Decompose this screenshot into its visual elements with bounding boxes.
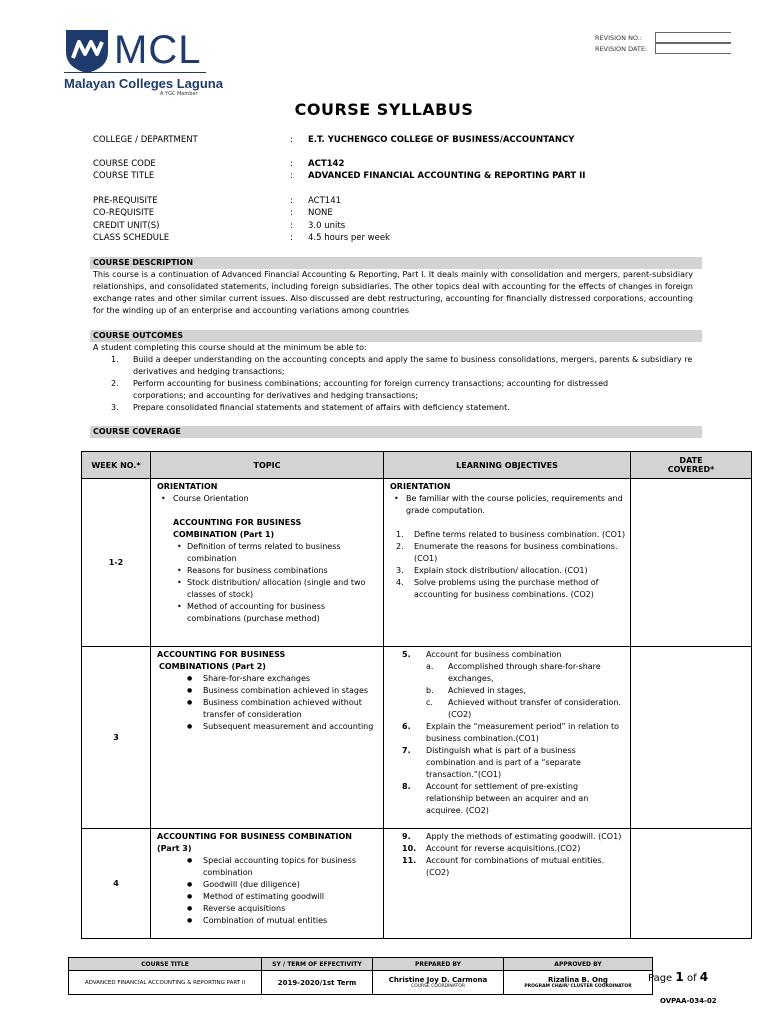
revision-no-field — [655, 32, 731, 43]
course-outcomes-heading: COURSE OUTCOMES — [90, 330, 702, 342]
objectives-cell: 5. Account for business combination a. Accomplished through share-for-share exchanges, b. Achieved in stages, c. Achieved without transfer of consideration.(CO2) 6. Explain the “measurement period” in relation to business combination.(CO1) 7. Distinguish what is part of a business combination and is part of a “separate transaction.”(CO1) 8. Account for settlement of pre-existing relationship between an acquirer and an acquiree. (CO2) — [384, 647, 631, 829]
class-schedule-label: CLASS SCHEDULE — [93, 233, 170, 243]
logo-divider — [64, 72, 206, 73]
page-number: Page 1 of 4 — [648, 970, 709, 984]
course-code-value: ACT142 — [308, 159, 345, 169]
mcl-shield-logo-icon — [64, 26, 110, 74]
footer-header-course-title: COURSE TITLE — [69, 958, 262, 971]
footer-course-title: ADVANCED FINANCIAL ACCOUNTING & REPORTING PART II — [69, 971, 262, 995]
revision-date-field — [655, 43, 731, 54]
credit-units-value: 3.0 units — [308, 221, 346, 231]
topic-cell: ACCOUNTING FOR BUSINESS COMBINATIONS (Part 2) ● Share-for-share exchanges ● Business combination achieved in stages ● Business combination achieved without transfer of consideration ● Subsequent measurement and accounting — [151, 647, 384, 829]
table-row — [82, 829, 752, 939]
week-cell: 4 — [82, 829, 151, 939]
footer-prepared-by: Christine Joy D. Carmona COURSE COORDINATOR — [373, 971, 504, 995]
colon: : — [290, 221, 293, 231]
objectives-cell: ORIENTATION • Be familiar with the course policies, requirements and grade computation. 1. Define terms related to business combination. (CO1) 2. Enumerate the reasons for business combinations. (CO1) 3. Explain stock distribution/ allocation. (CO1) 4. Solve problems using the purchase method of accounting for business combinations. (CO2) — [384, 479, 631, 647]
course-coverage-table — [81, 451, 752, 939]
footer-table — [68, 957, 653, 995]
prerequisite-label: PRE-REQUISITE — [93, 196, 158, 206]
college-label: COLLEGE / DEPARTMENT — [93, 135, 198, 145]
class-schedule-value: 4.5 hours per week — [308, 233, 390, 243]
document-number: OVPAA-034-02 — [660, 997, 717, 1005]
colon: : — [290, 159, 293, 169]
revision-date-label: REVISION DATE: — [595, 45, 648, 53]
college-value: E.T. YUCHENGCO COLLEGE OF BUSINESS/ACCOUNTANCY — [308, 135, 575, 145]
footer-header-sy: SY / TERM OF EFFECTIVITY — [262, 958, 373, 971]
colon: : — [290, 171, 293, 181]
footer-sy-value: 2019-2020/1st Term — [262, 971, 373, 995]
revision-no-label: REVISION NO.: — [595, 34, 643, 42]
header-date-covered: DATE COVERED* — [631, 452, 752, 479]
date-covered-cell — [631, 829, 752, 939]
outcome-item: 1. Build a deeper understanding on the accounting concepts and apply the same to business consolidations, mergers, parents & subsidiary re — [111, 355, 693, 364]
week-cell: 3 — [82, 647, 151, 829]
date-covered-cell — [631, 479, 752, 647]
colon: : — [290, 135, 293, 145]
credit-units-label: CREDIT UNIT(S) — [93, 221, 160, 231]
colon: : — [290, 208, 293, 218]
topic-cell: ORIENTATION • Course Orientation ACCOUNTING FOR BUSINESS COMBINATION (Part 1) • Definition of terms related to business combination • Reasons for business combinations • Stock distribution/ allocation (single and two classes of stock) • Method of accounting for business combinations (purchase method) — [151, 479, 384, 647]
colon: : — [290, 233, 293, 243]
header-topic: TOPIC — [151, 452, 384, 479]
footer-header-approved: APPROVED BY — [504, 958, 653, 971]
corequisite-label: CO-REQUISITE — [93, 208, 155, 218]
table-row — [82, 647, 752, 829]
outcomes-intro: A student completing this course should at the minimum be able to: — [93, 343, 367, 352]
footer-approved-by: Rizalina B. Ong PROGRAM CHAIR/ CLUSTER COORDINATOR — [504, 971, 653, 995]
logo-member-text: A YGC Member — [160, 91, 198, 97]
header-week: WEEK NO.* — [82, 452, 151, 479]
colon: : — [290, 196, 293, 206]
outcome-item-cont: corporations; and accounting for derivatives and hedging transactions; — [133, 391, 418, 400]
course-title-label: COURSE TITLE — [93, 171, 155, 181]
outcome-item: 3. Prepare consolidated financial statements and statement of affairs with deficiency statement. — [111, 403, 510, 412]
outcome-item: 2. Perform accounting for business combinations; accounting for foreign currency transactions; accounting for distressed — [111, 379, 609, 388]
course-coverage-heading: COURSE COVERAGE — [90, 426, 702, 438]
course-description-text: This course is a continuation of Advanced Financial Accounting & Reporting, Part I. It deals mainly with consolidation and mergers, parent-subsidiary relationships, and consolidated statements, including foreign subsidiaries. The other topics deal with accounting for the effects of changes in foreign exchange rates and other similar current issues. Also discussed are debt restructuring, accounting for financially distressed corporations, accounting for the winding up of an enterprise and accounting variations among countries — [93, 270, 693, 315]
logo-wordmark: MCL — [114, 28, 202, 72]
corequisite-value: NONE — [308, 208, 333, 218]
course-title-value: ADVANCED FINANCIAL ACCOUNTING & REPORTING PART II — [308, 171, 586, 181]
header-objectives: LEARNING OBJECTIVES — [384, 452, 631, 479]
date-covered-cell — [631, 647, 752, 829]
prerequisite-value: ACT141 — [308, 196, 342, 206]
footer-header-prepared: PREPARED BY — [373, 958, 504, 971]
table-row — [82, 479, 752, 647]
topic-cell: ACCOUNTING FOR BUSINESS COMBINATION (Part 3) ● Special accounting topics for business combination ● Goodwill (due diligence) ● Method of estimating goodwill ● Reverse acquisitions ● Combination of mutual entities — [151, 829, 384, 939]
course-outcomes-list — [93, 342, 768, 414]
week-cell: 1-2 — [82, 479, 151, 647]
page-title: COURSE SYLLABUS — [294, 100, 474, 119]
course-code-label: COURSE CODE — [93, 159, 156, 169]
course-description-heading: COURSE DESCRIPTION — [90, 257, 702, 269]
logo-subtitle: Malayan Colleges Laguna — [64, 76, 223, 91]
objectives-cell: 9. Apply the methods of estimating goodwill. (CO1) 10. Account for reverse acquisitions.(CO2) 11. Account for combinations of mutual entities.(CO2) — [384, 829, 631, 939]
outcome-item-cont: derivatives and hedging transactions; — [133, 367, 285, 376]
